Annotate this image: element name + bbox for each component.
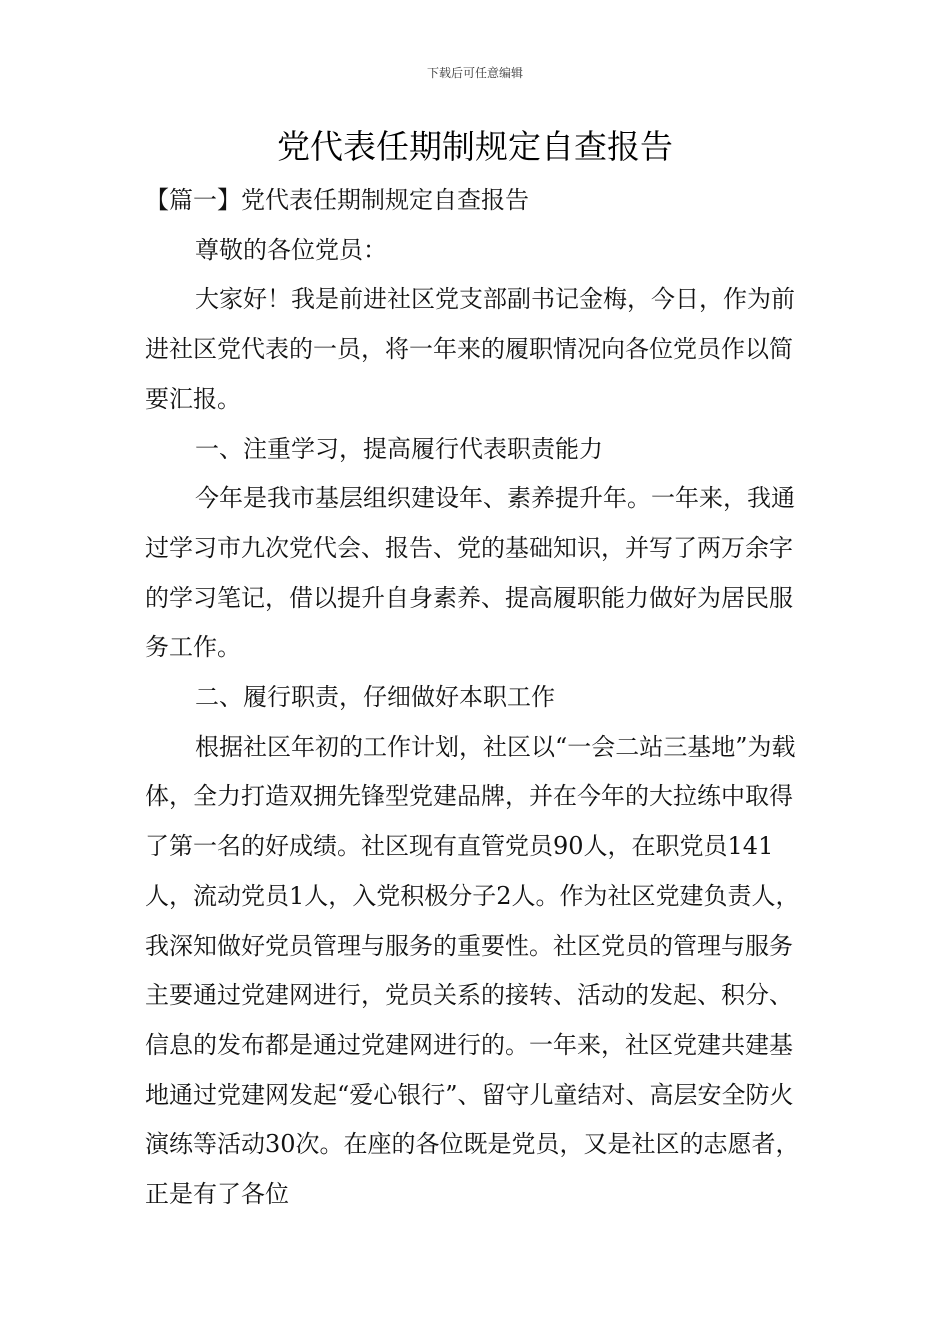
subheading-1: 一、注重学习，提高履行代表职责能力	[195, 434, 603, 463]
paragraph-intro: 大家好！我是前进社区党支部副书记金梅，今日，作为前进社区党代表的一员，将一年来的履职情况向各位党员作以简要汇报。	[145, 285, 795, 413]
document-body	[145, 176, 815, 1220]
paragraph-duties: 根据社区年初的工作计划，社区以“一会二站三基地”为载体，全力打造双拥先锋型党建品牌，并在今年的大拉练中取得了第一名的好成绩。社区现有直管党员90人，在职党员141人，流动党员1人，入党积极分子2人。作为社区党建负责人，我深知做好党员管理与服务的重要性。社区党员的管理与服务主要通过党建网进行，党员关系的接转、活动的发起、积分、信息的发布都是通过党建网进行的。一年来，社区党建共建基地通过党建网发起“爱心银行”、留守儿童结对、高层安全防火演练等活动30次。在座的各位既是党员，又是社区的志愿者，正是有了各位	[145, 732, 800, 1209]
header-note: 下载后可任意编辑	[426, 66, 523, 80]
document-title: 党代表任期制规定自查报告	[277, 127, 673, 166]
section-heading: 【篇一】党代表任期制规定自查报告	[145, 186, 529, 214]
salutation: 尊敬的各位党员：	[195, 235, 387, 264]
paragraph-study: 今年是我市基层组织建设年、素养提升年。一年来，我通过学习市九次党代会、报告、党的基础知识，并写了两万余字的学习笔记，借以提升自身素养、提高履职能力做好为居民服务工作。	[145, 484, 795, 662]
subheading-2: 二、履行职责，仔细做好本职工作	[195, 683, 555, 712]
